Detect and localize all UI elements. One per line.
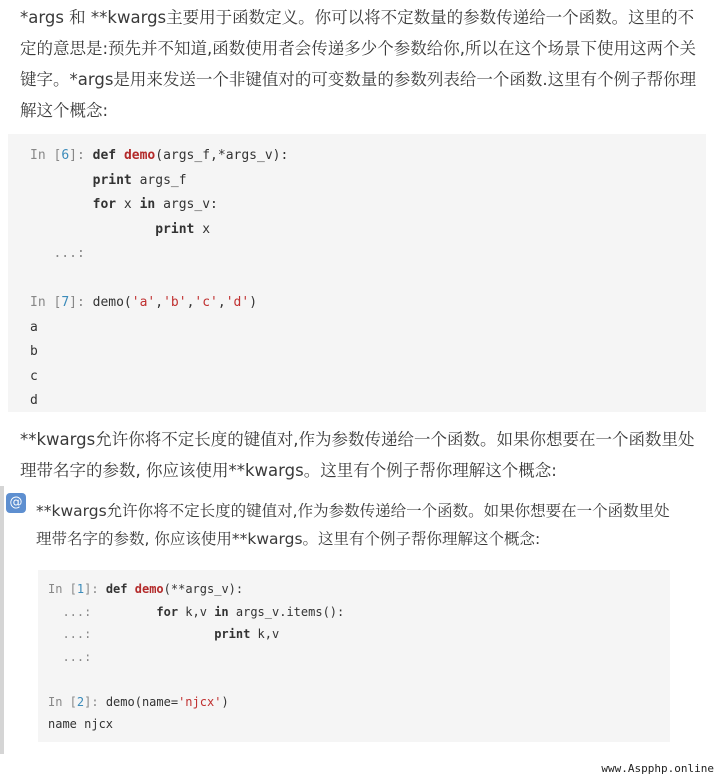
intro-paragraph: *args 和 **kwargs主要用于函数定义。你可以将不定数量的参数传递给一个函数。这里的不定的意思是:预先并不知道,函数使用者会传递多少个参数给你,所以在这个场景下使用这两个关键字。*args是用来发送一个非键值对的可变数量的参数列表给一个函数.这里有个例子帮你理解这个概念: — [20, 8, 697, 120]
code-block-kwargs — [38, 570, 670, 742]
output-line: c — [30, 368, 38, 384]
code-block-args — [8, 134, 706, 412]
kwargs-paragraph: **kwargs允许你将不定长度的键值对,作为参数传递给一个函数。如果你想要在一个函数里处理带名字的参数, 你应该使用**kwargs。这里有个例子帮你理解这个概念: — [20, 430, 695, 480]
quote-text: **kwargs允许你将不定长度的键值对,作为参数传递给一个函数。如果你想要在一个函数里处理带名字的参数, 你应该使用**kwargs。这里有个例子帮你理解这个概念: — [36, 502, 670, 548]
output-line: name njcx — [48, 717, 114, 731]
quote-icon: @ — [6, 493, 26, 513]
output-line: d — [30, 393, 38, 408]
code-kwargs: In [1]: def demo(**args_v): ...: for k,v in args_v.items(): ...: print k,v ...: In [2]: demo(name='njcx') name njcx — [48, 582, 345, 731]
output-line: a — [30, 319, 38, 335]
code-args: In [6]: def demo(args_f,*args_v): print args_f for x in args_v: print x ...: In [7]: demo('a','b','c','d') a b c d — [30, 148, 289, 408]
watermark: www.Aspphp.online — [601, 762, 714, 775]
output-line: b — [30, 344, 38, 359]
